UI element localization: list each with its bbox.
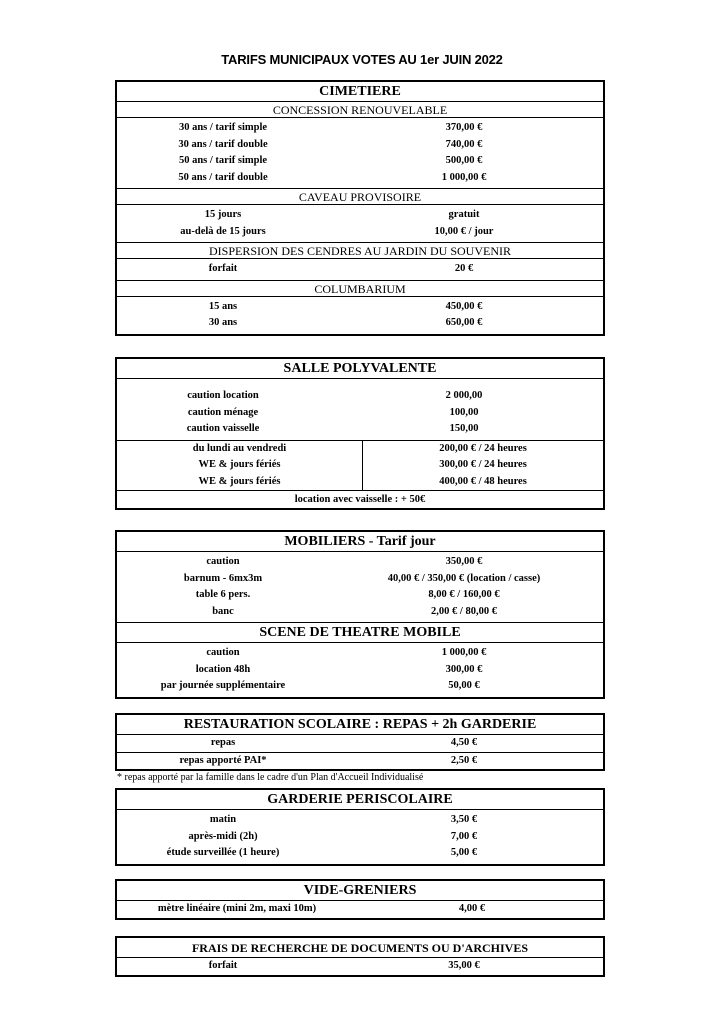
rate-value: 7,00 € [450,830,478,842]
rate-label: caution [206,647,240,658]
page-title: TARIFS MUNICIPAUX VOTES AU 1er JUIN 2022 [221,52,503,67]
rate-value: 4,00 € [458,903,486,914]
table-row [117,120,603,137]
section-header: FRAIS DE RECHERCHE DE DOCUMENTS OU D'ARCHIVES [117,938,603,958]
rate-value: 400,00 € / 48 heures [439,475,527,487]
table-row [117,958,603,975]
rate-label: 30 ans / tarif simple [178,122,268,133]
rate-group [117,259,603,281]
rate-label: mètre linéaire (mini 2m, maxi 10m) [157,903,317,914]
section-cimetiere [115,80,605,336]
rate-value: 100,00 [449,406,479,418]
table-row [117,207,603,224]
table-row [117,587,603,604]
rate-label: caution ménage [187,406,259,418]
table-row [117,571,603,588]
rate-label: repas [210,737,236,748]
section-vide-greniers [115,879,605,920]
rate-value: 300,00 € / 24 heures [439,459,527,470]
table-row [117,604,603,621]
rate-group [117,118,603,189]
rate-label: WE & jours fériés [117,457,363,474]
table-row [117,170,603,187]
table-row [117,441,603,458]
rate-label: location 48h [195,663,251,675]
rate-value: 1 000,00 € [441,647,487,658]
section-header: SCENE DE THEATRE MOBILE [117,623,603,643]
section-header: CIMETIERE [117,82,603,102]
rate-label: forfait [208,960,238,971]
table-row [117,474,603,491]
rate-value: 50,00 € [448,680,480,691]
rate-label: 50 ans / tarif simple [178,155,268,166]
subsection-header: COLUMBARIUM [117,281,603,297]
rate-value: 150,00 [449,423,479,434]
section-restauration [115,713,605,771]
table-row [117,753,603,770]
subsection-header: DISPERSION DES CENDRES AU JARDIN DU SOUVENIR [117,243,603,259]
rate-label: forfait [208,263,238,274]
rate-label: matin [209,814,237,825]
section-mobiliers [115,530,605,699]
rate-value: 650,00 € [445,317,483,328]
rate-group [117,735,603,769]
subsection-header: CAVEAU PROVISOIRE [117,189,603,205]
rate-label: repas apporté PAI* [179,754,267,766]
rate-group [117,552,603,623]
table-row [117,224,603,241]
rate-label: 30 ans [208,317,238,328]
rate-value: 740,00 € [445,138,483,150]
section-header: VIDE-GRENIERS [117,881,603,901]
rate-label: WE & jours fériés [117,474,363,491]
rate-label: 50 ans / tarif double [178,171,268,183]
rate-label: caution [206,556,240,567]
rate-group [117,205,603,243]
table-row [117,315,603,332]
rate-label: du lundi au vendredi [117,441,363,458]
rate-grid [117,441,603,492]
table-row [117,261,603,278]
rate-value: 5,00 € [450,847,478,858]
rate-group [117,901,603,918]
rate-label: au-delà de 15 jours [180,225,266,237]
rate-group [117,379,603,441]
table-row [117,662,603,679]
rate-value: 3,50 € [450,814,478,825]
rate-group [117,643,603,697]
table-row [117,845,603,862]
table-row [117,554,603,571]
rate-value: 8,00 € / 160,00 € [428,589,500,600]
section-salle-polyvalente [115,357,605,510]
table-row [117,829,603,846]
section-header: RESTAURATION SCOLAIRE : REPAS + 2h GARDERIE [117,715,603,735]
table-row [117,405,603,422]
rate-label: caution vaisselle [186,423,260,434]
rate-value: 500,00 € [445,155,483,166]
rate-label: caution location [187,390,259,401]
section-frais-recherche [115,936,605,977]
rate-value: 200,00 € / 24 heures [439,442,527,454]
rate-label: barnum - 6mx3m [183,572,263,584]
rate-group [117,810,603,864]
table-row [117,457,603,474]
rate-value: 300,00 € [445,663,483,675]
rate-label: table 6 pers. [195,589,251,600]
rate-label: étude surveillée (1 heure) [166,847,280,858]
section-garderie [115,788,605,866]
table-row [117,421,603,438]
table-row [117,735,603,753]
rate-value: 450,00 € [445,300,483,312]
table-row [117,812,603,829]
rate-value: 370,00 € [445,122,483,133]
table-row [117,678,603,695]
rate-group [117,958,603,975]
table-row [117,645,603,662]
rate-value: 2 000,00 [445,390,483,401]
rate-value: gratuit [448,209,480,220]
rate-label: par journée supplémentaire [160,680,286,691]
rate-value: 2,00 € / 80,00 € [431,605,497,617]
section-header: SALLE POLYVALENTE [117,359,603,379]
table-row [117,137,603,154]
rate-label: 30 ans / tarif double [178,138,268,150]
table-row [117,153,603,170]
table-row [117,299,603,316]
rate-value: 4,50 € [450,737,478,748]
footnote: * repas apporté par la famille dans le cadre d'un Plan d'Accueil Individualisé [117,772,424,783]
rate-label: banc [212,605,234,617]
rate-value: 20 € [454,263,474,274]
rate-value: 350,00 € [445,556,483,567]
rate-value: 2,50 € [450,754,478,766]
rate-value: 40,00 € / 350,00 € (location / casse) [387,572,541,584]
table-row [117,901,603,918]
rate-label: après-midi (2h) [188,830,258,842]
table-row [117,388,603,405]
subsection-header: CONCESSION RENOUVELABLE [117,102,603,118]
section-header: GARDERIE PERISCOLAIRE [117,790,603,810]
salle-footer: location avec vaisselle : + 50€ [294,494,426,505]
rate-label: 15 jours [204,209,242,220]
rate-value: 35,00 € [448,960,480,971]
rate-value: 1 000,00 € [441,171,487,183]
rate-label: 15 ans [208,300,238,312]
section-header: MOBILIERS - Tarif jour [117,532,603,552]
rate-group [117,297,603,334]
rate-value: 10,00 € / jour [434,225,494,237]
